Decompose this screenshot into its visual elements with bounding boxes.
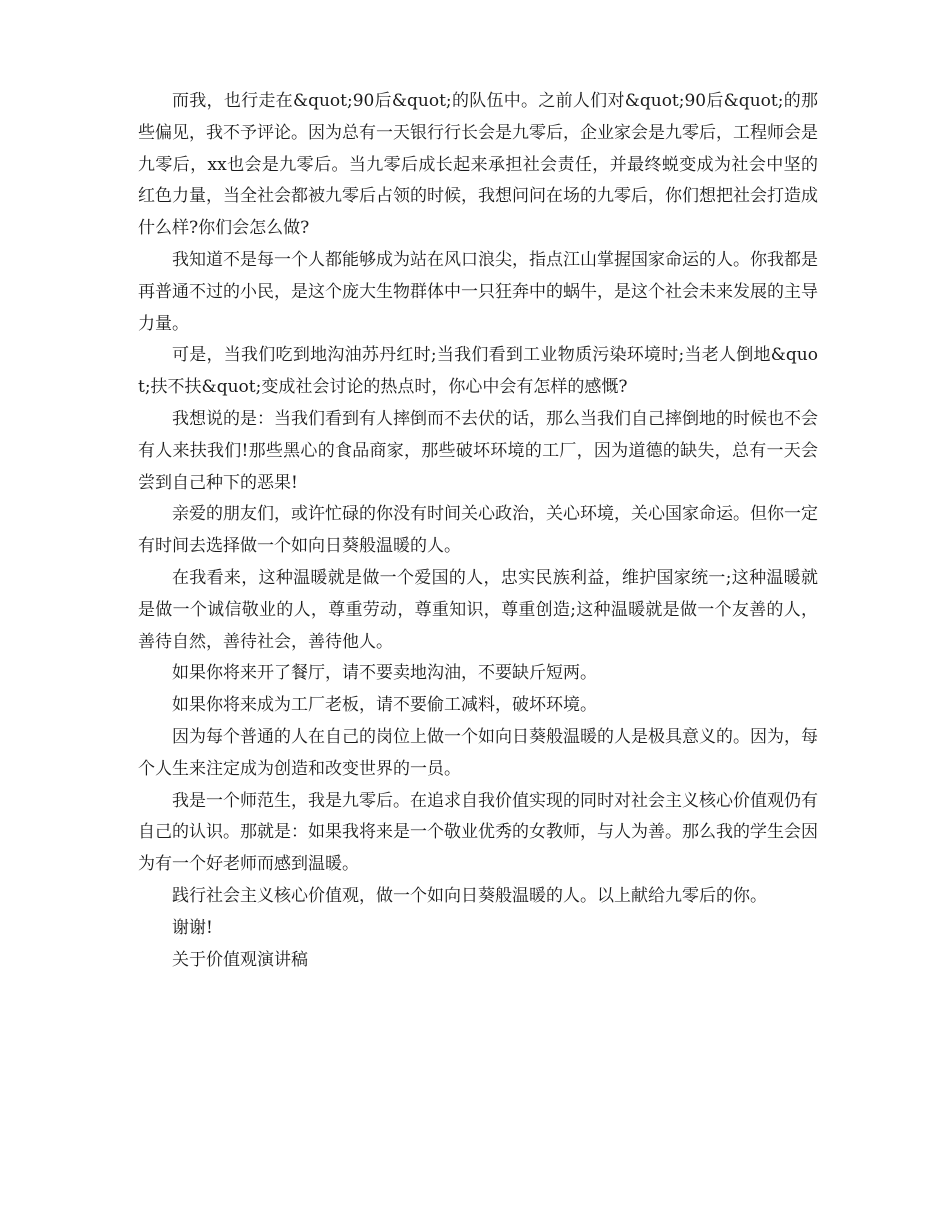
document-caption: 关于价值观演讲稿 bbox=[172, 949, 308, 970]
paragraph-1: 而我，也行走在&quot;90后&quot;的队伍中。之前人们对&quot;90后&quot;的那些偏见，我不予评论。因为总有一天银行行长会是九零后，企业家会是九零后，工程师会是九零后，xx也会是九零后。当九零后成长起来承担社会责任，并最终蜕变成为社会中坚的红色力量，当全社会都被九零后占领的时候，我想问问在场的九零后，你们想把社会打造成什么样?你们会怎么做? bbox=[138, 91, 818, 239]
paragraph-3: 可是，当我们吃到地沟油苏丹红时;当我们看到工业物质污染环境时;当老人倒地&quot;扶不扶&quot;变成社会讨论的热点时，你心中会有怎样的感慨? bbox=[138, 345, 818, 398]
paragraph-9: 因为每个普通的人在自己的岗位上做一个如向日葵般温暖的人是极具意义的。因为，每个人生来注定成为创造和改变世界的一员。 bbox=[138, 726, 818, 779]
paragraph-5: 亲爱的朋友们，或许忙碌的你没有时间关心政治，关心环境，关心国家命运。但你一定有时间去选择做一个如向日葵般温暖的人。 bbox=[138, 504, 818, 557]
closing-thanks: 谢谢! bbox=[172, 917, 213, 938]
paragraph-6: 在我看来，这种温暖就是做一个爱国的人，忠实民族利益，维护国家统一;这种温暖就是做一个诚信敬业的人，尊重劳动，尊重知识，尊重创造;这种温暖就是做一个友善的人，善待自然，善待社会，善待他人。 bbox=[138, 567, 818, 652]
paragraph-2: 我知道不是每一个人都能够成为站在风口浪尖，指点江山掌握国家命运的人。你我都是再普通不过的小民，是这个庞大生物群体中一只狂奔中的蜗牛，是这个社会未来发展的主导力量。 bbox=[138, 249, 818, 334]
document-page bbox=[138, 86, 818, 976]
paragraph-7: 如果你将来开了餐厅，请不要卖地沟油，不要缺斤短两。 bbox=[172, 663, 597, 684]
paragraph-4: 我想说的是：当我们看到有人摔倒而不去伏的话，那么当我们自己摔倒地的时候也不会有人来扶我们!那些黑心的食品商家，那些破坏环境的工厂，因为道德的缺失，总有一天会尝到自己种下的恶果! bbox=[138, 408, 818, 493]
paragraph-8: 如果你将来成为工厂老板，请不要偷工减料，破坏环境。 bbox=[172, 695, 597, 716]
paragraph-10: 我是一个师范生，我是九零后。在追求自我价值实现的同时对社会主义核心价值观仍有自己的认识。那就是：如果我将来是一个敬业优秀的女教师，与人为善。那么我的学生会因为有一个好老师而感到温暖。 bbox=[138, 790, 818, 875]
paragraph-11: 践行社会主义核心价值观，做一个如向日葵般温暖的人。以上献给九零后的你。 bbox=[172, 885, 767, 906]
